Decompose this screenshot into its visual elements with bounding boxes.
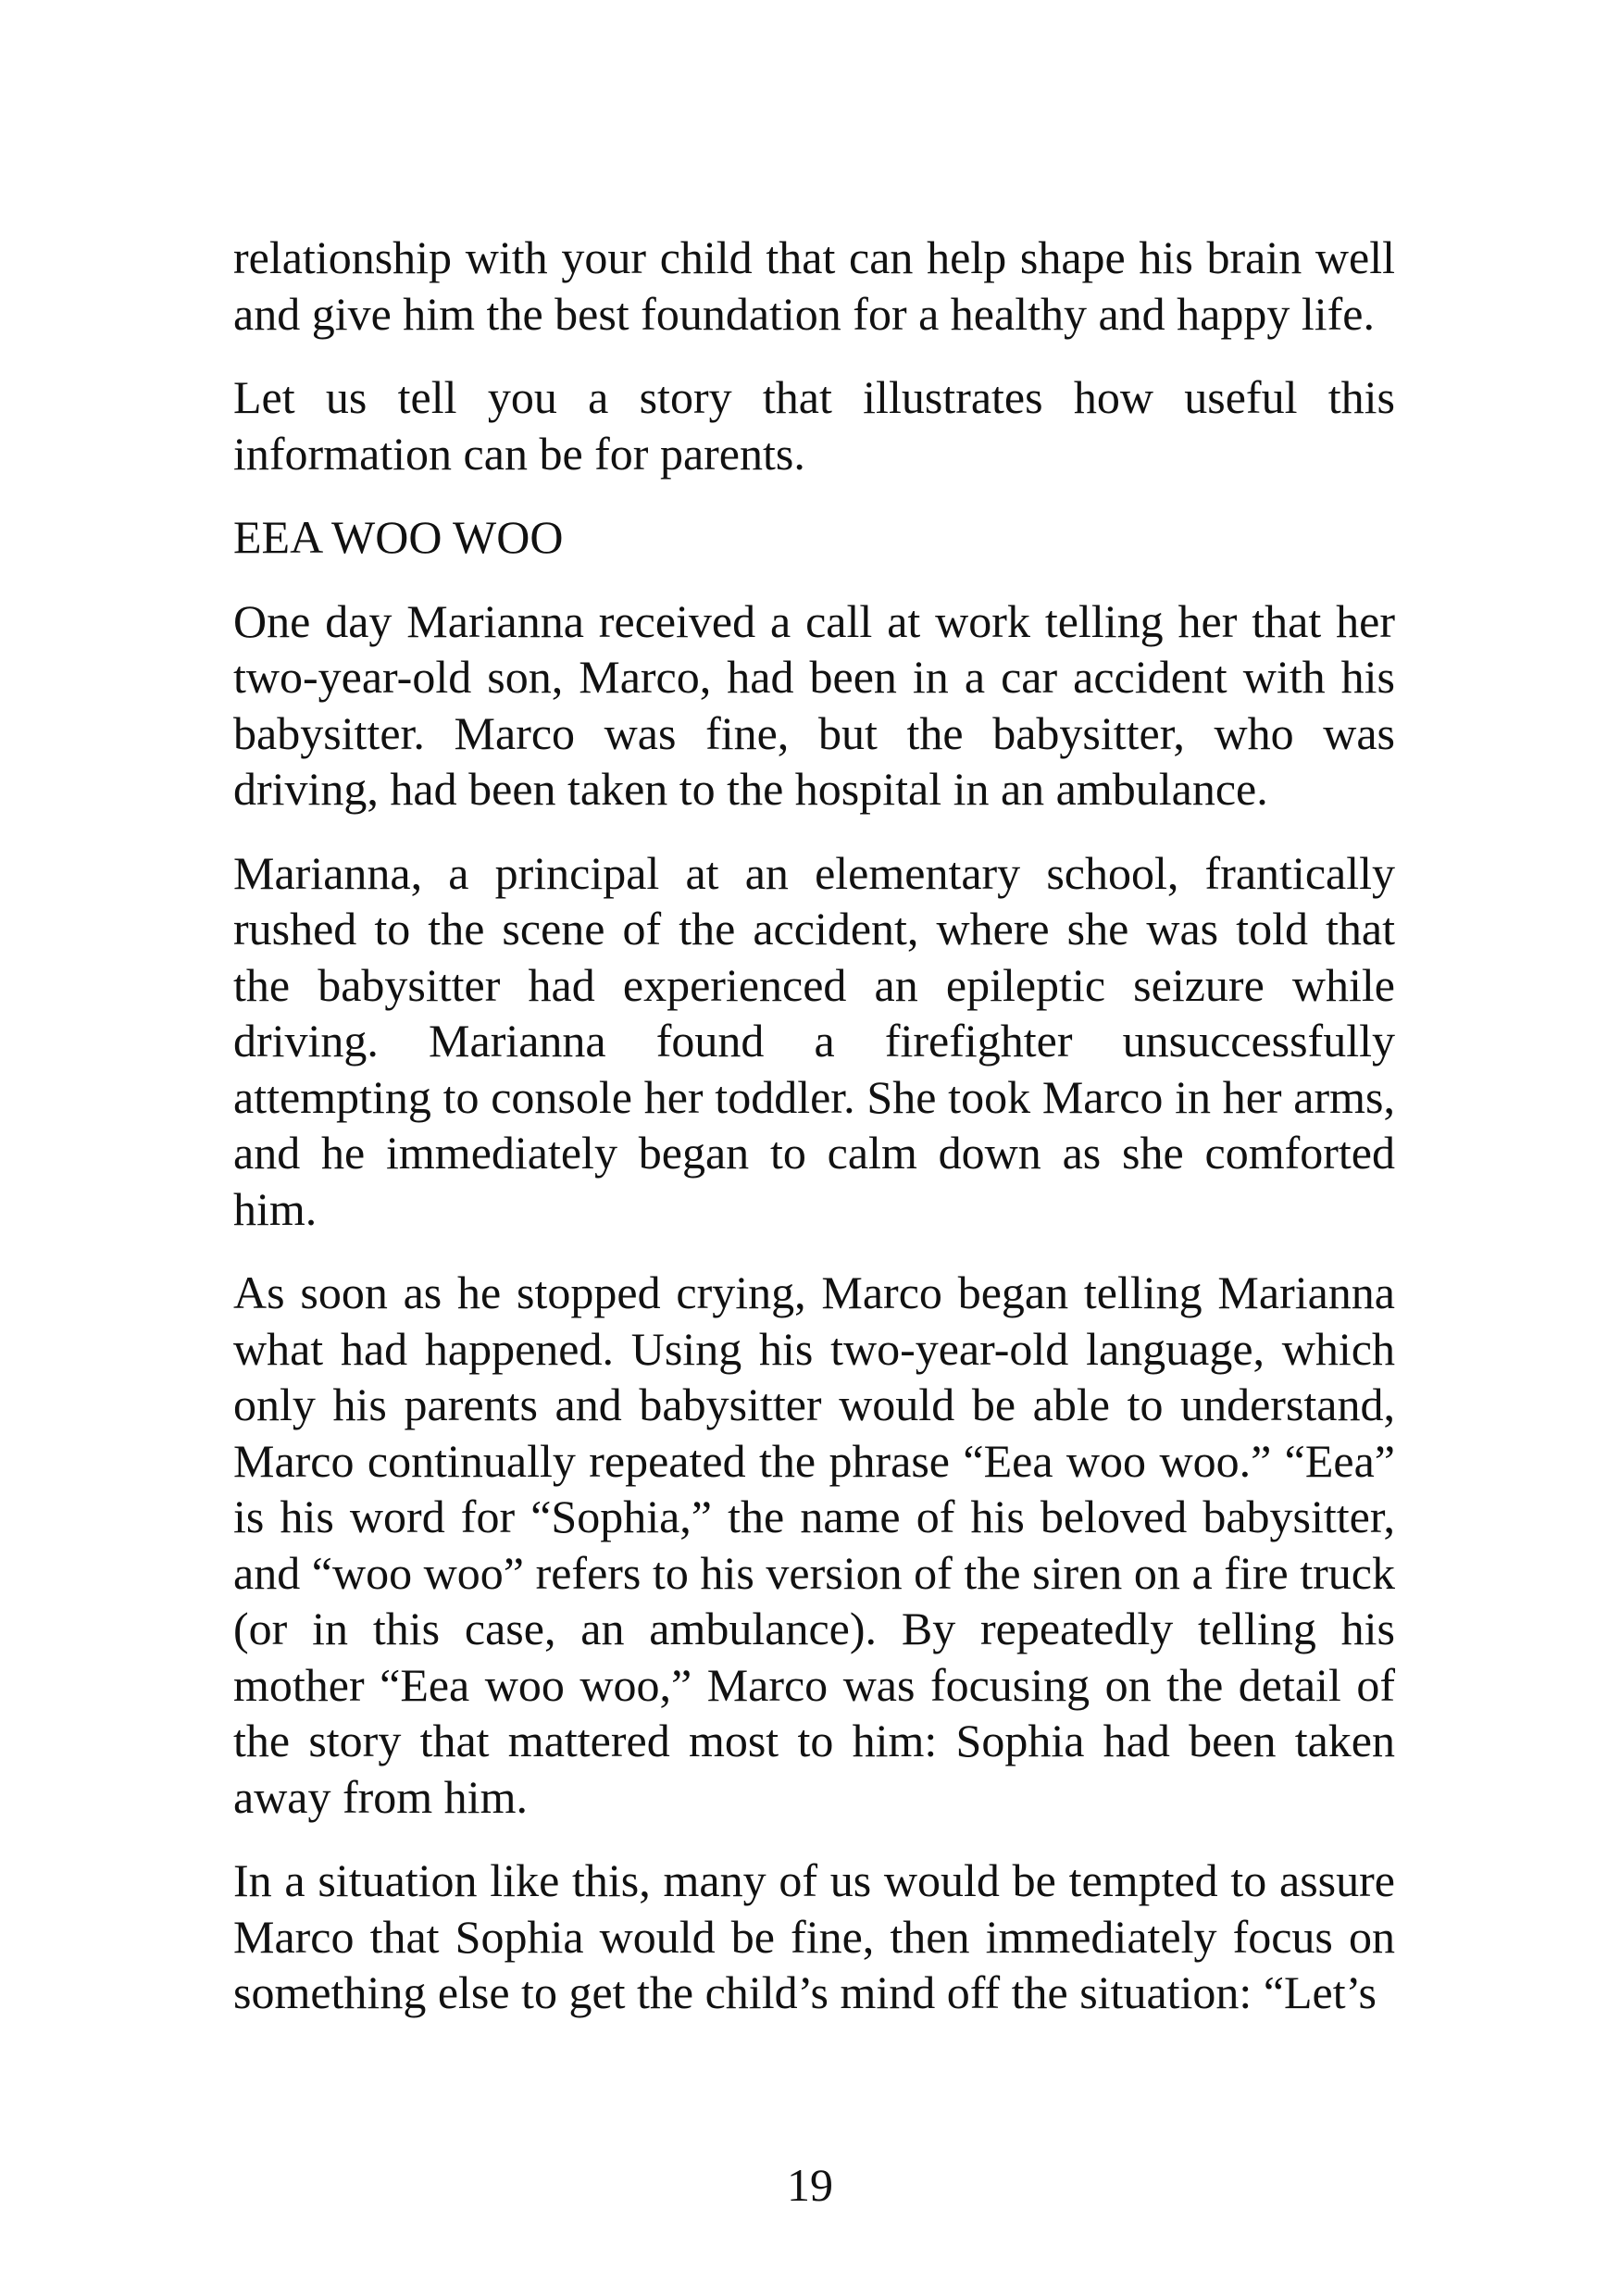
paragraph-phone-call: One day Marianna received a call at work telling her that her two-year-old son, Marco, had been in a car accident with his babysitter. Marco was fine, but the babysitter, who was driving, had been taken to the hospital in an ambulance.	[233, 594, 1395, 815]
paragraph-tempted-response: In a situation like this, many of us would be tempted to assure Marco that Sophia would be fine, then immediately focus on something else to get the child’s mind off the situation: “Let’s	[233, 1854, 1395, 2018]
page-number: 19	[787, 2159, 833, 2211]
section-heading: EEA WOO WOO	[233, 511, 564, 563]
page-body	[233, 230, 1395, 2049]
paragraph-eea-woo-woo: As soon as he stopped crying, Marco began telling Marianna what had happened. Using his two-year-old language, which only his parents and babysitter would be able to understand, Marco continually repeated the phrase “Eea woo woo.” “Eea” is his word for “Sophia,” the name of his beloved babysitter, and “woo woo” refers to his version of the siren on a fire truck (or in this case, an ambulance). By repeatedly telling his mother “Eea woo woo,” Marco was focusing on the detail of the story that mattered most to him: Sophia had been taken away from him.	[233, 1267, 1395, 1823]
paragraph-continuation: relationship with your child that can help shape his brain well and give him the best foundation for a healthy and happy life.	[233, 231, 1395, 340]
paragraph-story-intro: Let us tell you a story that illustrates how useful this information can be for parents.	[233, 371, 1395, 480]
paragraph-accident-scene: Marianna, a principal at an elementary school, frantically rushed to the scene of the accident, where she was told that the babysitter had experienced an epileptic seizure while driving. Marianna found a firefighter unsuccessfully attempting to console her toddler. She took Marco in her arms, and he immediately began to calm down as she comforted him.	[233, 846, 1395, 1235]
